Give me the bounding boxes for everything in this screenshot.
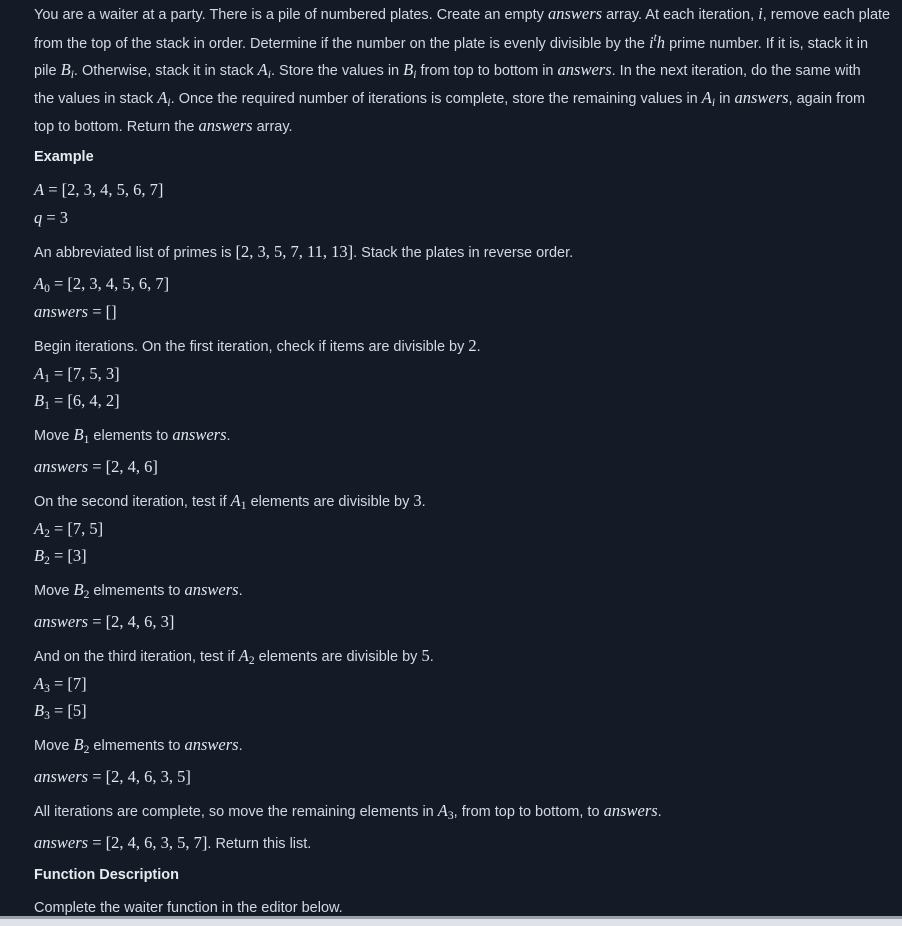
scrollbar-track-shadow xyxy=(0,916,902,919)
second-iteration-line: On the second iteration, test if $A_1$ elements are divisible by 3. xyxy=(34,491,426,512)
move-B2-again-line: Move $B_2$ elmements to answers. xyxy=(34,735,243,756)
answers-var: answers xyxy=(547,4,603,23)
function-description-text: Complete the waiter function in the editor below. xyxy=(34,900,343,916)
answers-2-line: answers = [2, 4, 6, 3] xyxy=(34,612,175,631)
A0-line: $A_0 = [2$, 3, 4, 5, 6, 7] xyxy=(34,274,170,295)
answers-1-line: answers = [2, 4, 6] xyxy=(34,457,158,476)
move-B1-line: Move $B_1$ elements to answers. xyxy=(34,425,231,446)
A2-line: $A_2 = [7$, 5] xyxy=(34,519,104,540)
intro-line-5: top to bottom. Return the answers array. xyxy=(34,116,293,135)
A-definition: A = [2, 3, 4, 5, 6, 7] xyxy=(34,180,164,199)
q-definition: q = 3 xyxy=(34,208,69,227)
intro-line-1: You are a waiter at a party. There is a pile of numbered plates. Create an empty answers array. At each iteration, i, remove each plate xyxy=(34,4,891,23)
intro-line-3: pile $B_i$. Otherwise, stack it in stack $A_i$. Store the values in $B_i$ from top to bottom in answers. In the next iteration, do the same with xyxy=(34,60,861,81)
B3-line: $B_3 = [5]$ xyxy=(34,701,87,722)
function-description-heading: Function Description xyxy=(34,867,179,883)
B1-line: $B_1 = [6$, 4, 2] xyxy=(34,391,120,412)
move-B2-line: Move $B_2$ elmements to answers. xyxy=(34,580,243,601)
intro-line-4: the values in stack $A_i$. Once the required number of iterations is complete, store the remaining values in $A_i$ in answers, again from xyxy=(34,88,866,109)
A3-line: $A_3 = [7]$ xyxy=(34,674,87,695)
third-iteration-line: And on the third iteration, test if $A_2$ elements are divisible by 5. xyxy=(34,646,434,667)
primes-line: An abbreviated list of primes is [2, 3, 5, 7, 11, 13]. Stack the plates in reverse order. xyxy=(34,242,574,261)
intro-line-2: from the top of the stack in order. Determine if the number on the plate is evenly divisible by the $i^th$ prime number. If it is, stack it in xyxy=(34,32,869,52)
example-heading: Example xyxy=(34,149,94,165)
iterations-complete-line: All iterations are complete, so move the remaining elements in $A_3$, from top to bottom, to answers. xyxy=(34,801,662,822)
answers-empty-line: answers = [] xyxy=(34,302,117,321)
horizontal-scrollbar[interactable] xyxy=(0,916,902,926)
A1-line: $A_1 = [7$, 5, 3] xyxy=(34,364,120,385)
answers-3-line: answers = [2, 4, 6, 3, 5] xyxy=(34,767,191,786)
answers-final-line: answers = [2, 4, 6, 3, 5, 7]. Return this list. xyxy=(34,833,312,852)
B2-line: $B_2 = [3]$ xyxy=(34,546,87,567)
begin-iterations-line: Begin iterations. On the first iteration, check if items are divisible by 2. xyxy=(34,336,481,355)
